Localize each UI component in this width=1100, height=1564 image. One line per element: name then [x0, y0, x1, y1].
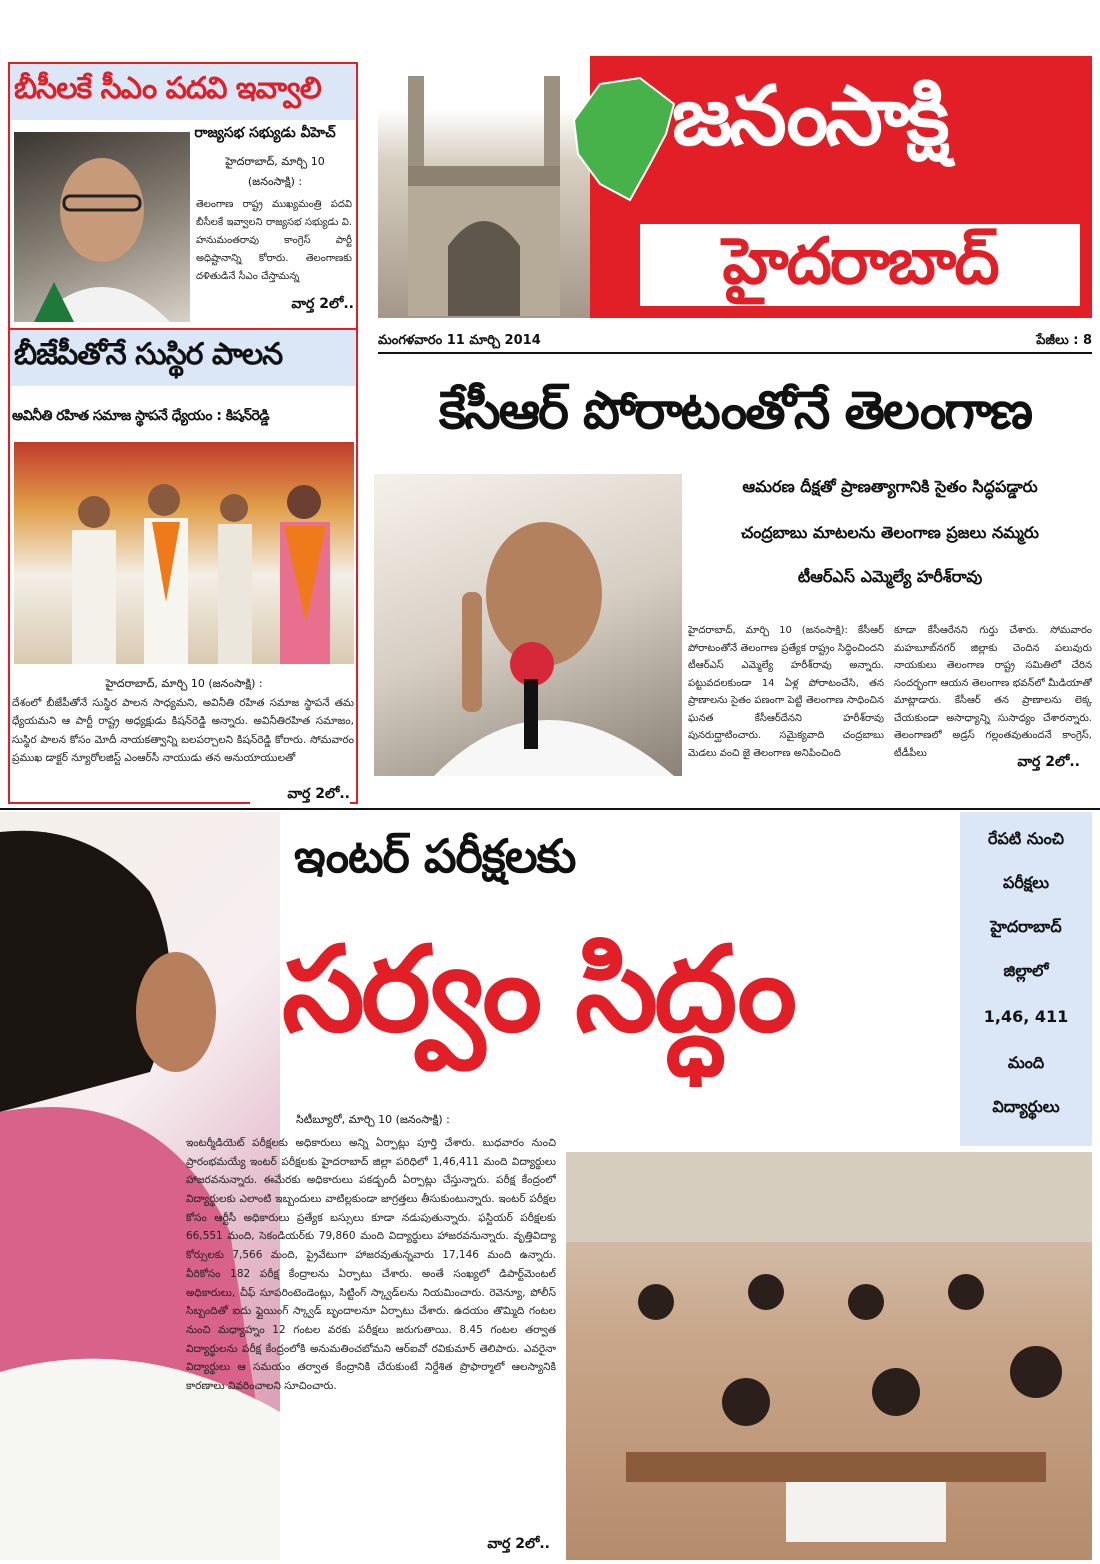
left-story-1-subhead: రాజ్యసభ సభ్యుడు వీహెచ్: [194, 125, 336, 141]
left-story-2-headline: బీజేపీతోనే సుస్థిర పాలన: [14, 337, 283, 372]
group-photo-figures-icon: [14, 442, 354, 664]
exam-sidebar-line-5: 1,46, 411: [983, 1007, 1069, 1026]
exam-headline: సర్వం సిద్ధం: [282, 920, 794, 1058]
exam-sidebar-line-4: జిల్లాలో: [1003, 961, 1049, 980]
exam-sidebar-line-2: పరీక్షలు: [1002, 873, 1050, 892]
left-story-2-subhead: అవినీతి రహిత సమాజ స్థాపనే ధ్యేయం : కిషన్‌రెడ్డి: [12, 408, 270, 424]
lead-body-col-2: కూడా కేసీఆరేనని గుర్తు చేశారు. సోమవారం మహబూబ్‌నగర్ జిల్లాకు చెందిన పలువురు నాయకులు తెలంగాణ రాష్ట్ర సమితిలో చేరిన సందర్భంగా ఆయన తెలంగాణ భవన్‌లో మీడియాతో మాట్లాడారు. కేసీఆర్ తన ప్రాణాలను లెక్క చేయకుండా అసాధ్యాన్ని సుసాధ్యం చేశారన్నారు. తెలంగాణలో అడ్రస్ గల్లంతవుతుందనే కాంగ్రెస్, టీడీపీలు: [894, 625, 1092, 758]
charminar-photo: [378, 56, 590, 318]
left-story-1-dateline-2: (జనంసాక్షి) :: [247, 175, 303, 188]
exam-sidebar-line-6: మంది: [1007, 1053, 1045, 1072]
left-story-1-body: తెలంగాణ రాష్ట్ర ముఖ్యమంత్రి పదవి బీసీలకే ఇవ్వాలని రాజ్యసభ సభ్యుడు వి. హనుమంతరావు కాంగ్రెస్ పార్టీ అధిష్టానాన్ని కోరారు. తెలంగాణకు దళితుడినే సీఎం చేస్తామన్న: [196, 199, 352, 282]
lead-deck-3: టీఆర్ఎస్ ఎమ్మెల్యే హరీశ్‌రావు: [797, 567, 983, 586]
lead-more-link[interactable]: వార్త 2లో..: [1017, 754, 1080, 770]
speaker-figure-icon: [374, 474, 682, 776]
exam-dateline: సిటీబ్యూరో, మార్చి 10 (జనంసాక్షి) :: [296, 1113, 450, 1126]
portrait-figure-icon: [14, 132, 190, 322]
telangana-map-icon: [570, 74, 680, 204]
masthead-title: జనంసాక్షి: [672, 69, 947, 164]
exam-sidebar-line-7: విద్యార్థులు: [992, 1097, 1060, 1116]
lead-body-col-1: హైదరాబాద్, మార్చి 10 (జనంసాక్షి): కేసీఆర్ పోరాటంతోనే తెలంగాణ ప్రత్యేక రాష్ట్రం సిద్ధించిందని టీఆర్ఎస్ ఎమ్మెల్యే హరీశ్‌రావు అన్నారు. పట్టువదలకుండా 14 ఏళ్ల పోరాటంచేసి, తన ప్రాణాలను సైతం పణంగా పెట్టి తెలంగాణ సాధించిన ఘనత కేసీఆర్‌దేనని హరీశ్‌రావు పునరుద్ఘాటించారు. సమైక్యవాది చంద్రబాబు మెడలు వంచి జై తెలంగాణ అనిపించింది: [688, 625, 884, 759]
lead-deck-1: ఆమరణ దీక్షతో ప్రాణత్యాగానికి సైతం సిద్ధపడ్డారు: [742, 477, 1038, 496]
left-story-1-photo: [14, 132, 190, 322]
exam-hall-photo: [566, 1152, 1092, 1560]
charminar-icon: [378, 56, 590, 318]
left-story-2-photo: [14, 442, 354, 664]
lead-deck-2: చంద్రబాబు మాటలను తెలంగాణ ప్రజలు నమ్మరు: [741, 523, 1039, 542]
exam-more-link[interactable]: వార్త 2లో..: [487, 1536, 550, 1552]
classroom-students-icon: [566, 1152, 1092, 1560]
left-story-2-dateline: హైదరాబాద్, మార్చి 10 (జనంసాక్షి) :: [105, 677, 263, 690]
masthead-date: మంగళవారం 11 మార్చి 2014: [378, 333, 541, 348]
lead-headline: కేసీఆర్ పోరాటంతోనే తెలంగాణ: [438, 381, 1032, 441]
left-story-1-dateline: హైదరాబాద్, మార్చి 10: [225, 155, 325, 168]
exam-sidebar-line-3: హైదరాబాద్: [990, 917, 1062, 936]
masthead-page-count: పేజీలు : 8: [1036, 333, 1092, 348]
lead-photo: [374, 474, 682, 776]
left-story-2-more-link[interactable]: వార్త 2లో..: [250, 786, 350, 805]
telangana-map: [570, 74, 680, 204]
exam-kicker: ఇంటర్ పరీక్షలకు: [294, 829, 576, 883]
masthead-rule: [378, 352, 1092, 354]
left-story-2-body: దేశంలో బీజేపీతోనే సుస్థిర పాలన సాధ్యమని, అవినీతి రహిత సమాజ స్థాపనే తమ ధ్యేయమని ఆ పార్టీ రాష్ట్ర అధ్యక్షుడు కిషన్‌రెడ్డి అన్నారు. అవినీతిరహిత సమాజం, సుస్థిర పాలన కోసం మోదీ నాయకత్వాన్ని బలపర్చాలని కిషన్‌రెడ్డి కోరారు. సోమవారం ప్రముఖ డాక్టర్ న్యూరోలజిస్ట్ ఎంఆర్‌సీ నాయుడు తన అనుయాయులతో: [12, 697, 354, 765]
section-rule: [0, 808, 1100, 810]
left-story-1-headline: బీసీలకే సీఎం పదవి ఇవ్వాలి: [14, 71, 321, 106]
masthead-edition: హైదరాబాద్: [722, 225, 998, 299]
left-story-1-more-link[interactable]: వార్త 2లో..: [291, 296, 354, 312]
exam-sidebar-line-1: రేపటి నుంచి: [988, 829, 1064, 848]
exam-body: ఇంటర్మీడియెట్ పరీక్షలకు అధికారులు అన్ని ఏర్పాట్లు పూర్తి చేశారు. బుధవారం నుంచి ప్రారంభమయ్యే ఇంటర్ పరీక్షలకు హైదరాబాద్ జిల్లా పరిధిలో 1,46,411 మంది విద్యార్థులు హాజరవనున్నారు. ఈమేరకు అధికారులు పకడ్బందీ ఏర్పాట్లు చేస్తున్నారు. పరీక్ష కేంద్రంలో విద్యార్థులకు ఎలాంటి ఇబ్బందులు వాటిల్లకుండా జాగ్రత్తలు తీసుకుంటున్నారు. ఇంటర్ పరీక్షల కోసం ఆర్టీసీ అధికారులు ప్రత్యేక బస్సులు కూడా నడుపుతున్నారు. ఫస్టియర్ పరీక్షలకు 66,551 మంది, సెకండియర్‌కు 79,860 మంది విద్యార్థులు హాజరవనున్నారు. వృత్తివిద్యా కోర్సులకు 7,566 మంది, ప్రైవేటుగా హాజరవుతున్నవారు 17,146 మంది ఉన్నారు. వీరికోసం 182 పరీక్ష కేంద్రాలను ఏర్పాటు చేశారు. అంతే సంఖ్యలో డిపార్ట్‌మెంటల్ అధికారులు, చీఫ్ సూపరింటెండెంట్లు, సిట్టింగ్ స్క్వాడ్‌లను నియమించారు. రెవెన్యూ, పోలీస్ సిబ్బందితో ఐదు ఫ్లైయింగ్ స్క్వాడ్ బృందాలనూ ఏర్పాటు చేశారు. ఉదయం తొమ్మిది గంటల నుంచి మధ్యాహ్నం 12 గంటల వరకు పరీక్షలు జరుగుతాయి. 8.45 గంటల తర్వాత విద్యార్థులను పరీక్ష కేంద్రంలోకి అనుమతించబోమని ఆర్‌ఐవో రవికుమార్ తెలిపారు. ఎవరైనా విద్యార్థులు ఆ సమయం తర్వాత కేంద్రానికి చేరుకుంటే నిర్దేశిత ప్రొఫార్మాలో ఆలస్యానికి కారణాలు వివరించాలని సూచించారు.: [186, 1137, 556, 1392]
